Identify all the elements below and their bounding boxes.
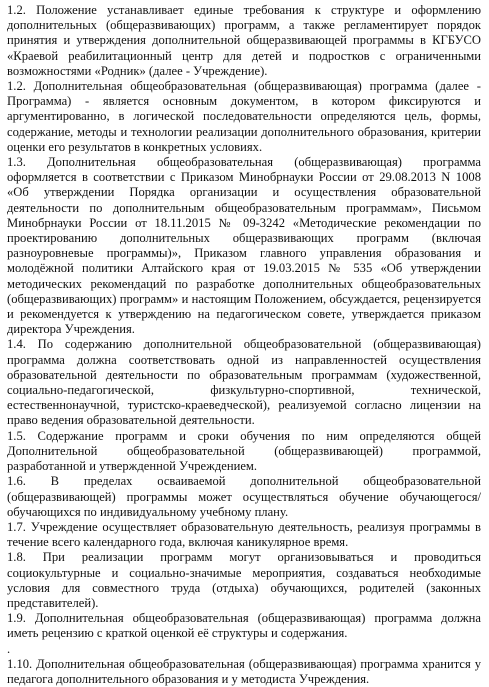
paragraph-1-9-review-requirement: 1.9. Дополнительная общеобразовательная (общеразвивающая) программа должна иметь рецензию с краткой оценкой её структуры и содержания. (7, 611, 481, 641)
paragraph-1-2-regulation-scope: 1.2. Положение устанавливает единые требования к структуре и оформлению дополнительных (общеразвивающих) программ, а также регламентирует порядок принятия и утверждения дополнительной общеразвивающей программы в КГБУСО «Краевой реабилитационный центр для детей и подростков с ограниченными возможностями «Родник» (далее - Учреждение). (7, 3, 481, 78)
paragraph-1-6-individual-plan: 1.6. В пределах осваиваемой дополнительной общеобразовательной (общеразвивающей) программы может осуществляться обучение обучающегося/обучающихся по индивидуальному учебному плану. (7, 474, 481, 519)
paragraph-1-2-program-definition: 1.2. Дополнительная общеобразовательная (общеразвивающая) программа (далее - Программа) - является основным документом, в котором фиксируются и аргументированно, в логической последовательности определяются цель, формы, содержание, методы и технологии реализации дополнительного образования, критерии оценки его результатов в конкретных условиях. (7, 79, 481, 154)
paragraph-1-3-legal-basis: 1.3. Дополнительная общеобразовательная (общеразвивающая) программа оформляется в соответствии с Приказом Минобрнауки России от 29.08.2013 N 1008 «Об утверждении Порядка организации и осуществления образовательной деятельности по дополнительным общеобразовательным программам», Письмом Минобрнауки России от 18.11.2015 № 09-3242 «Методические рекомендации по проектированию дополнительных общеразвивающих программ (включая разноуровневые программы)», Приказом главного управления образования и молодёжной политики Алтайского края от 19.03.2015 № 535 «Об утверждении методических рекомендаций по разработке дополнительных общеобразовательных (общеразвивающих) программ» и настоящим Положением, обсуждается, рецензируется и рекомендуется к утверждению на педагогическом совете, утверждается приказом директора Учреждения. (7, 155, 481, 337)
paragraph-1-7-year-round-activity: 1.7. Учреждение осуществляет образовательную деятельность, реализуя программы в течение всего календарного года, включая каникулярное время. (7, 519, 481, 550)
paragraph-1-10-storage: 1.10. Дополнительная общеобразовательная (общеразвивающая) программа хранится у педагога дополнительного образования и у методиста Учреждения. (7, 656, 481, 686)
paragraph-1-8-sociocultural-events: 1.8. При реализации программ могут организовываться и проводиться социокультурные и социально-значимые мероприятия, создаваться необходимые условия для совместного труда (отдыха) обучающихся, родителей (законных представителей). (7, 550, 481, 610)
paragraph-1-4-program-directions: 1.4. По содержанию дополнительной общеобразовательной (общеразвивающая) программа должна соответствовать одной из направленностей осуществления образовательной деятельности по образовательным программам (художественной, социально-педагогической, физкультурно-спортивной, технической, естественнонаучной, туристско-краеведческой), реализуемой согласно лицензии на право ведения образовательной деятельности. (7, 337, 481, 428)
stray-dot-mark: . (7, 641, 11, 656)
paragraph-1-5-program-content-terms: 1.5. Содержание программ и сроки обучения по ним определяются общей Дополнительной общеобразовательной (общеразвивающей) программой, разработанной и утвержденной Учреждением. (7, 428, 481, 474)
